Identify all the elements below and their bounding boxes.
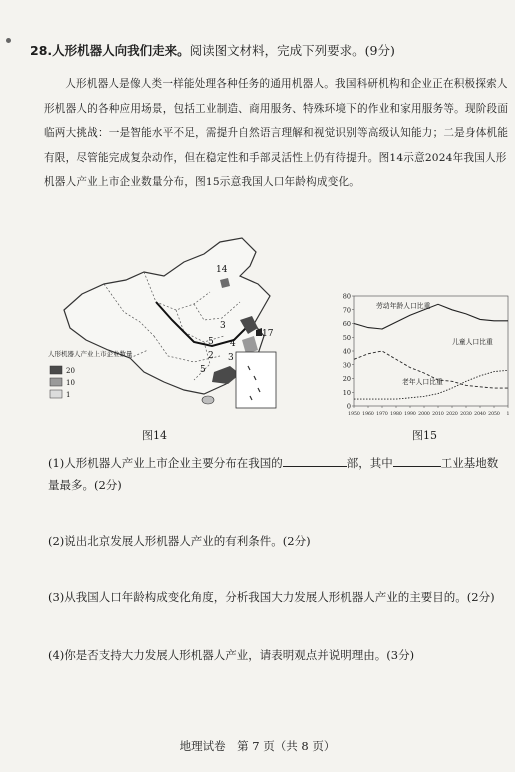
series-label: 老年人口比重 [402, 378, 443, 386]
legend-value-20: 20 [66, 367, 75, 375]
material-paragraph: 人形机器人是像人类一样能处理各种任务的通用机器人。我国科研机构和企业正在积极探索人形机器人的各种应用场景，包括工业制造、商用服务、特殊环境下的作业和家用服务等。现阶段面临两大挑战：一是智能水平不足，需提升自然语言理解和视觉识别等高级认知能力；二是身体机能有限，尽管能完成复杂动作，但在稳定性和手部灵活性上仍有待提升。图14示意2024年我国人形机器人产业上市企业数量分布，图15示意我国人口年龄构成变化。 [44, 78, 509, 188]
sub-question-3 [48, 586, 510, 608]
sub-question-text: 你是否支持大力发展人形机器人产业，请表明观点并说明理由。(3分) [64, 648, 415, 662]
sub-question-number: (2) [48, 534, 65, 548]
x-tick-label: 2030 [460, 412, 472, 417]
question-header [30, 42, 510, 60]
x-tick-label: 1950 [348, 412, 360, 417]
hainan-island [202, 396, 214, 404]
map-number-label: 3 [228, 353, 234, 363]
sub-question-4 [48, 644, 510, 666]
sub-question-2 [48, 530, 510, 552]
legend-value-1: 1 [66, 391, 71, 399]
x-tick-label: 1970 [376, 412, 388, 417]
scan-dot [6, 38, 11, 43]
question-number: 28. [30, 43, 53, 58]
x-tick-label: 1960 [362, 412, 374, 417]
map-number-label: 14 [216, 265, 228, 275]
sub-question-1 [48, 452, 510, 496]
y-tick-label: 40 [342, 347, 351, 356]
sub-question-text: 从我国人口年龄构成变化角度，分析我国大力发展人形机器人产业的主要目的。(2分) [64, 590, 495, 604]
series-label: 劳动年龄人口比重 [376, 302, 431, 310]
figure-15-caption: 图15 [412, 429, 437, 442]
legend-swatch-10 [50, 378, 62, 386]
y-tick-label: 30 [342, 361, 351, 370]
sub-question-text: 量最多。(2分) [48, 478, 122, 492]
sub-question-text: 部，其中 [346, 456, 393, 470]
figure-14-map [44, 232, 288, 416]
x-tick-label: 1 [506, 412, 510, 417]
legend-title [48, 349, 133, 358]
sub-question-number: (3) [48, 590, 65, 604]
map-number-label: 3 [220, 321, 226, 331]
figure-14-caption: 图14 [142, 429, 167, 442]
x-tick-label: 1980 [390, 412, 402, 417]
x-tick-label: 2020 [446, 412, 458, 417]
x-tick-label: 2000 [418, 412, 430, 417]
sub-question-text: 工业基地数 [440, 456, 499, 470]
legend-value-10: 10 [66, 379, 75, 387]
map-number-label: 5 [200, 365, 206, 375]
map-number-label: 17 [262, 329, 274, 339]
plot-frame [354, 296, 508, 406]
legend-swatch-1 [50, 390, 62, 398]
sub-question-text: 说出北京发展人形机器人产业的有利条件。(2分) [64, 534, 311, 548]
answer-blank-1[interactable] [283, 454, 347, 467]
figure-15-chart [332, 288, 512, 420]
y-tick-label: 70 [342, 306, 351, 315]
x-tick-label: 2050 [488, 412, 500, 417]
legend-title-text: 人形机器人产业上市企业数量 [48, 350, 133, 358]
y-tick-label: 50 [342, 333, 351, 342]
map-number-label: 5 [208, 337, 214, 347]
map-number-label: 2 [208, 351, 214, 361]
map-number-label: 4 [230, 339, 236, 349]
y-tick-label: 20 [342, 375, 351, 383]
x-tick-label: 1990 [404, 412, 416, 417]
sub-question-number: (4) [48, 648, 65, 662]
y-tick-label: 10 [342, 388, 351, 397]
x-tick-label: 2040 [474, 412, 486, 417]
answer-blank-2[interactable] [393, 454, 441, 467]
series-label: 儿童人口比重 [452, 338, 493, 346]
legend-swatch-20 [50, 366, 62, 374]
sub-question-number: (1) [48, 456, 65, 470]
question-instruction: 阅读图文材料，完成下列要求。(9分) [189, 43, 395, 58]
y-tick-label: 80 [342, 292, 351, 301]
sub-question-text: 人形机器人产业上市企业主要分布在我国的 [64, 456, 283, 470]
page-footer: 地理试卷 第 7 页（共 8 页） [179, 739, 336, 753]
question-title: 人形机器人向我们走来。 [52, 43, 190, 58]
x-tick-label: 2010 [432, 412, 444, 417]
y-tick-label: 60 [342, 320, 351, 328]
y-tick-label: 0 [346, 402, 351, 411]
